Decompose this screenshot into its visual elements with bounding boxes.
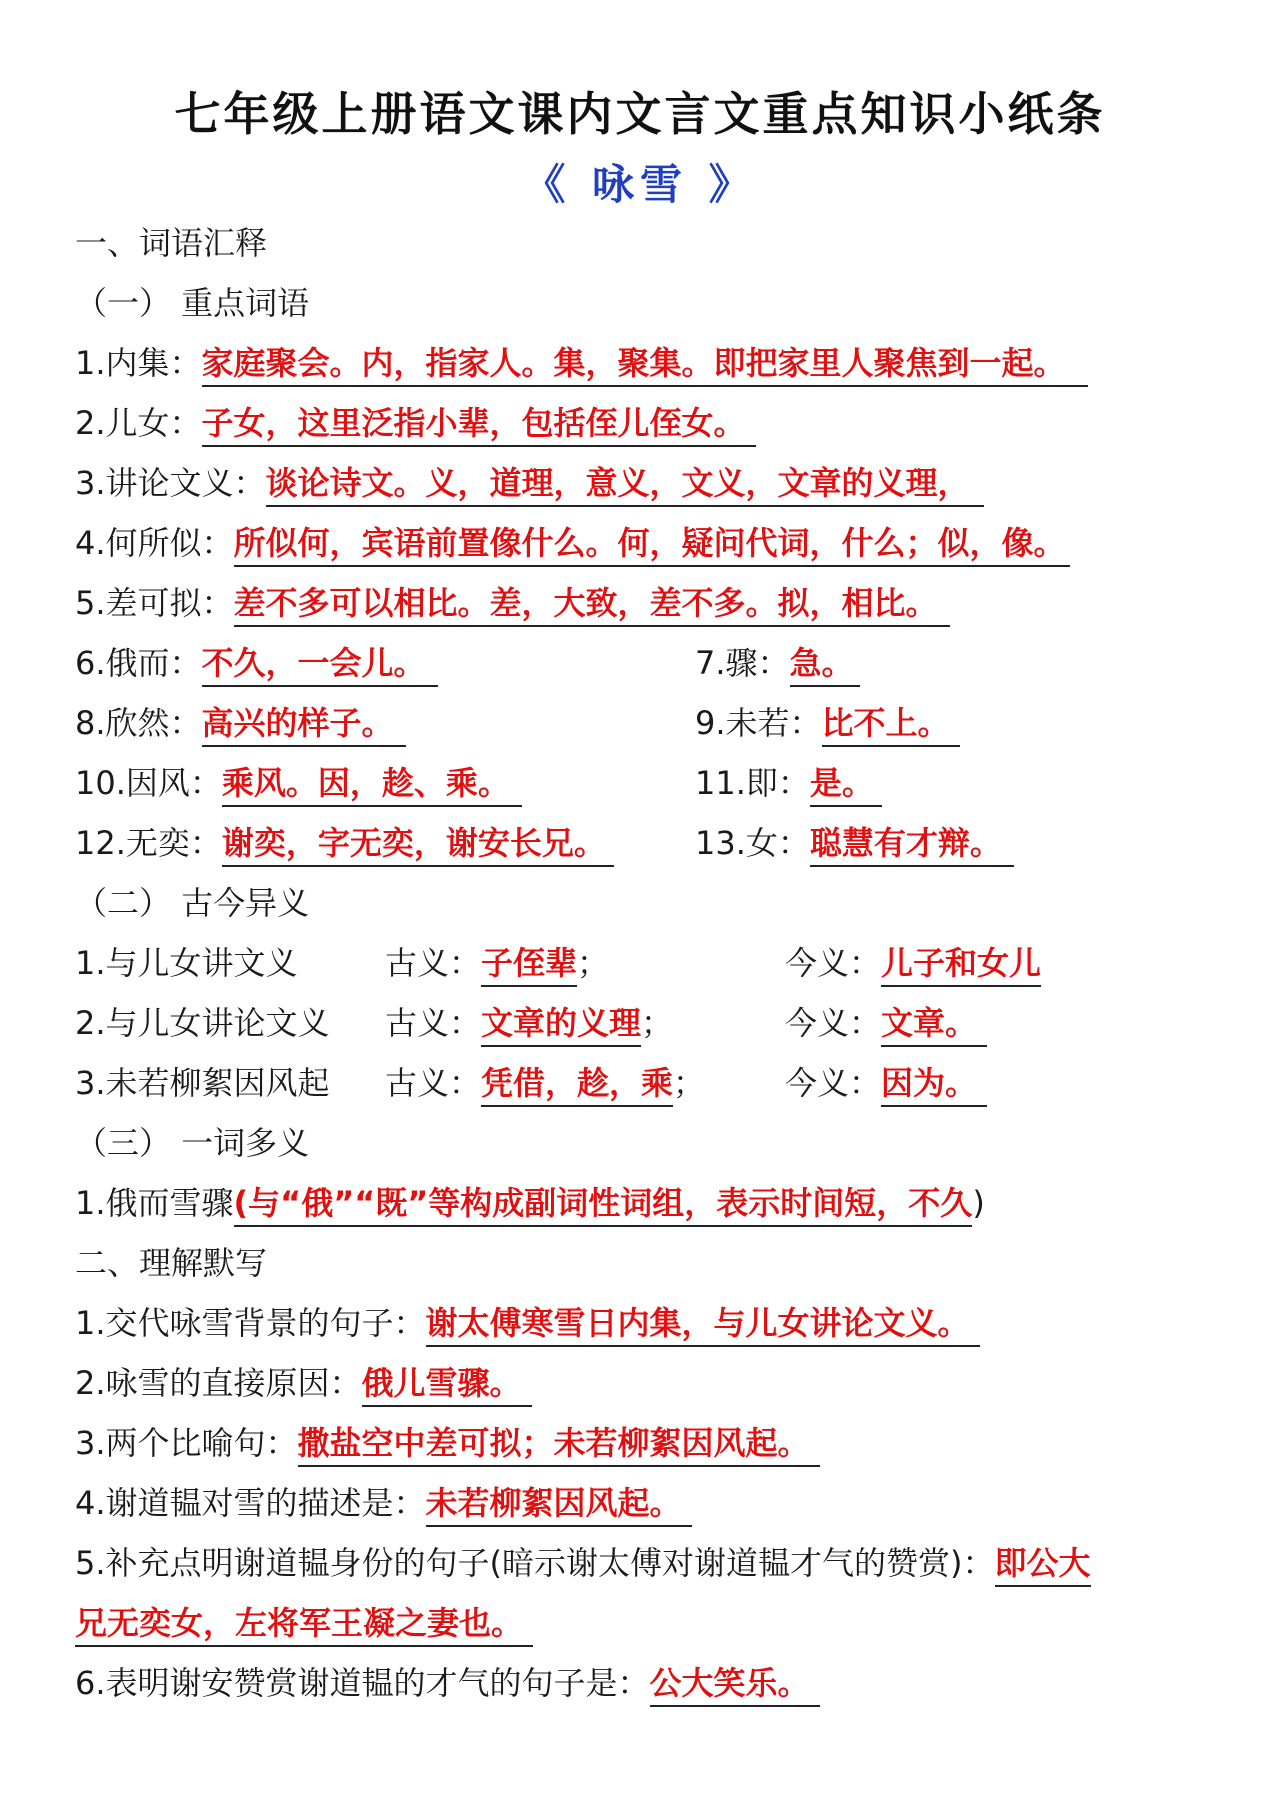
vocab-answer: 是。 — [810, 761, 882, 807]
ancient-label: 古义： — [385, 1004, 482, 1042]
vocab-term: 9.未若： — [695, 704, 822, 742]
vocab-term: 7.骤： — [695, 644, 790, 682]
vocab-answer: 差不多可以相比。差，大致，差不多。拟，相比。 — [234, 581, 950, 627]
modern-label: 今义： — [785, 1004, 882, 1042]
punctuation: ； — [577, 944, 610, 982]
vocab-term: 11.即： — [695, 764, 810, 802]
dictation-item — [75, 1418, 820, 1468]
polysemy-item — [75, 1178, 985, 1228]
meaning-phrase: 3.未若柳絮因风起 — [75, 1064, 330, 1102]
vocab-answer: 高兴的样子。 — [202, 701, 406, 747]
vocab-answer: 乘风。因，趁、乘。 — [222, 761, 522, 807]
modern-meaning: 因为。 — [881, 1061, 987, 1107]
meaning-row — [75, 938, 1215, 988]
meaning-row — [75, 1058, 1215, 1108]
section-heading-dictation: 二、理解默写 — [75, 1244, 268, 1282]
section-heading-vocab: 一、词语汇释 — [75, 224, 268, 262]
vocab-answer: 不久，一会儿。 — [202, 641, 438, 687]
dictation-answer: 兄无奕女，左将军王凝之妻也。 — [75, 1601, 533, 1647]
dictation-item — [75, 1478, 692, 1528]
vocab-pair-row — [75, 818, 1215, 868]
vocab-answer: 子女，这里泛指小辈，包括侄儿侄女。 — [202, 401, 756, 447]
vocab-answer: 聪慧有才辩。 — [810, 821, 1014, 867]
subheading-ancient-modern: （二） 古今异义 — [75, 884, 310, 922]
dictation-answer: 公大笑乐。 — [650, 1661, 820, 1707]
subheading-polysemy: （三） 一词多义 — [75, 1124, 310, 1162]
polysemy-answer: (与“俄”“既”等构成副词性词组，表示时间短，不久 — [234, 1181, 973, 1227]
vocab-pair-row — [75, 698, 1215, 748]
vocab-item — [75, 458, 984, 508]
vocab-term: 10.因风： — [75, 764, 222, 802]
vocab-answer: 谈论诗文。义，道理，意义，文义，文章的义理， — [266, 461, 984, 507]
polysemy-phrase: 1.俄而雪骤 — [75, 1184, 234, 1222]
dictation-question: 1.交代咏雪背景的句子： — [75, 1304, 426, 1342]
vocab-pair-row — [75, 758, 1215, 808]
vocab-term: 12.无奕： — [75, 824, 222, 862]
modern-label: 今义： — [785, 1064, 882, 1102]
dictation-answer: 俄儿雪骤。 — [362, 1361, 532, 1407]
dictation-question: 5.补充点明谢道韫身份的句子(暗示谢太傅对谢道韫才气的赞赏)： — [75, 1544, 995, 1582]
dictation-answer: 谢太傅寒雪日内集，与儿女讲论文义。 — [426, 1301, 980, 1347]
vocab-answer: 谢奕，字无奕，谢安长兄。 — [222, 821, 614, 867]
vocab-term: 13.女： — [695, 824, 810, 862]
vocab-term: 8.欣然： — [75, 704, 202, 742]
punctuation: ； — [641, 1004, 674, 1042]
dictation-answer: 未若柳絮因风起。 — [426, 1481, 692, 1527]
modern-meaning: 儿子和女儿 — [881, 941, 1041, 987]
vocab-term: 6.俄而： — [75, 644, 202, 682]
vocab-term: 5.差可拟： — [75, 584, 234, 622]
vocab-answer: 比不上。 — [822, 701, 960, 747]
dictation-answer: 撒盐空中差可拟；未若柳絮因风起。 — [298, 1421, 820, 1467]
dictation-item — [75, 1358, 532, 1408]
ancient-meaning: 文章的义理 — [481, 1001, 641, 1047]
dictation-answer: 即公大 — [995, 1541, 1091, 1587]
ancient-meaning: 子侄辈 — [481, 941, 577, 987]
vocab-item — [75, 338, 1088, 388]
vocab-term: 4.何所似： — [75, 524, 234, 562]
vocab-item — [75, 518, 1070, 568]
dictation-item — [75, 1658, 820, 1708]
vocab-answer: 急。 — [790, 641, 860, 687]
meaning-phrase: 2.与儿女讲论文义 — [75, 1004, 330, 1042]
vocab-term: 1.内集： — [75, 344, 202, 382]
vocab-pair-row — [75, 638, 1215, 688]
dictation-answer-continued — [75, 1598, 533, 1648]
dictation-question: 3.两个比喻句： — [75, 1424, 298, 1462]
lesson-title: 《 咏雪 》 — [523, 160, 757, 209]
dictation-item — [75, 1298, 980, 1348]
vocab-term: 2.儿女： — [75, 404, 202, 442]
vocab-term: 3.讲论文义： — [75, 464, 266, 502]
dictation-question: 6.表明谢安赞赏谢道韫的才气的句子是： — [75, 1664, 650, 1702]
modern-label: 今义： — [785, 944, 882, 982]
vocab-answer: 所似何，宾语前置像什么。何，疑问代词，什么；似，像。 — [234, 521, 1070, 567]
dictation-question: 2.咏雪的直接原因： — [75, 1364, 362, 1402]
ancient-label: 古义： — [385, 944, 482, 982]
punctuation: ) — [972, 1184, 985, 1222]
ancient-label: 古义： — [385, 1064, 482, 1102]
vocab-item — [75, 398, 756, 448]
punctuation: ； — [673, 1064, 706, 1102]
page-title: 七年级上册语文课内文言文重点知识小纸条 — [174, 87, 1106, 141]
vocab-answer: 家庭聚会。内，指家人。集，聚集。即把家里人聚焦到一起。 — [202, 341, 1088, 387]
meaning-row — [75, 998, 1215, 1048]
modern-meaning: 文章。 — [881, 1001, 987, 1047]
meaning-phrase: 1.与儿女讲文义 — [75, 944, 298, 982]
vocab-item — [75, 578, 950, 628]
dictation-question: 4.谢道韫对雪的描述是： — [75, 1484, 426, 1522]
subheading-key-words: （一） 重点词语 — [75, 284, 310, 322]
dictation-item — [75, 1538, 1091, 1588]
ancient-meaning: 凭借，趁，乘 — [481, 1061, 673, 1107]
